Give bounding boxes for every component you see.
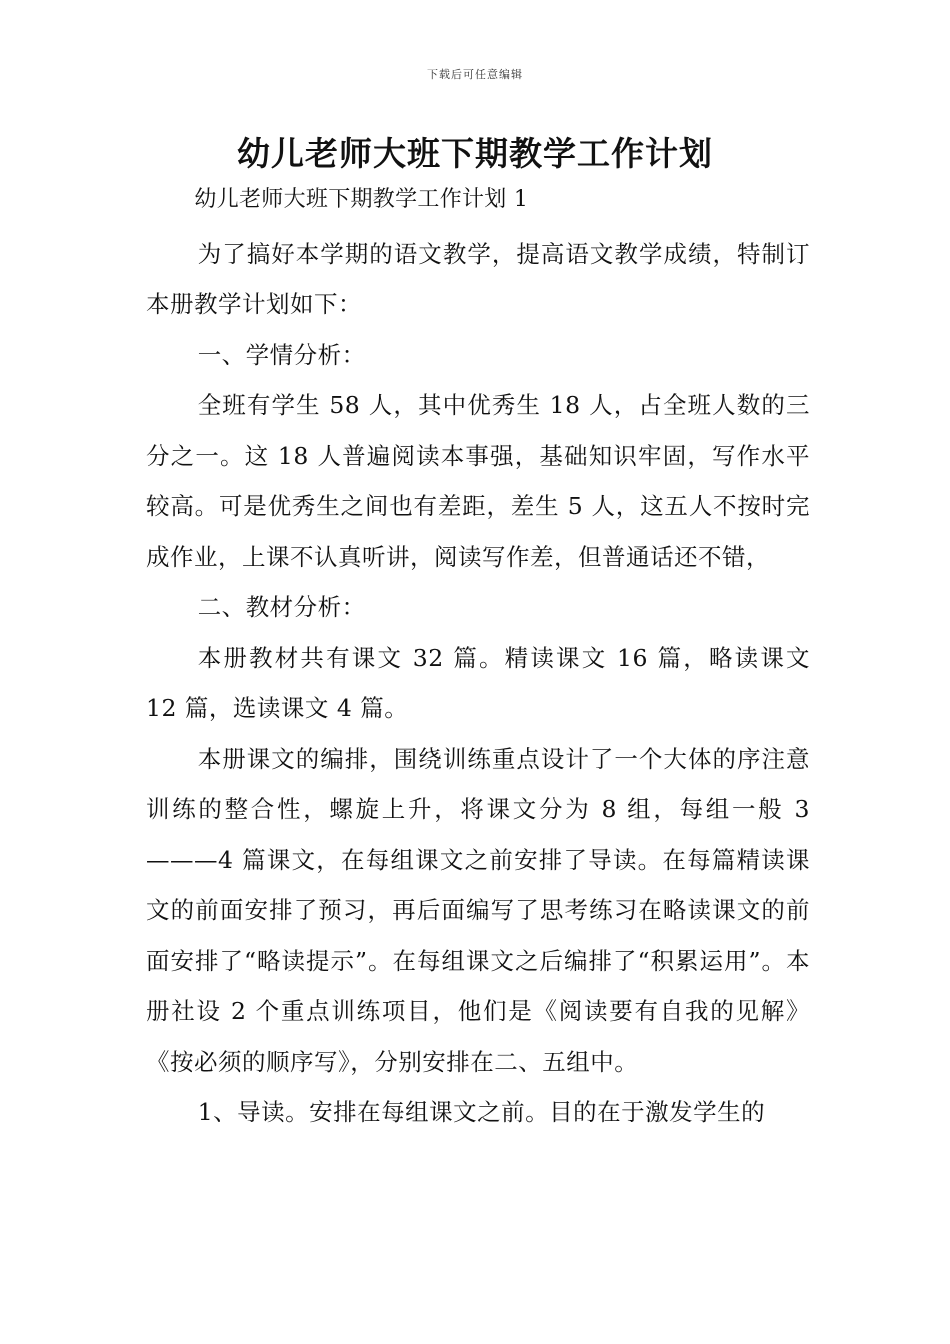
document-title: 幼儿老师大班下期教学工作计划 [237,134,713,173]
header-note: 下载后可任意编辑 [427,68,523,81]
paragraph-textbook-count: 本册教材共有课文 32 篇。精读课文 16 篇，略读课文 12 篇，选读课文 4 篇。 [146,643,810,722]
document-subtitle: 幼儿老师大班下期教学工作计划 1 [194,187,529,212]
paragraph-textbook-arrangement: 本册课文的编排，围绕训练重点设计了一个大体的序注意训练的整合性，螺旋上升，将课文分为 8 组，每组一般 3———4 篇课文，在每组课文之前安排了导读。在每篇精读课文的前面安排了预习，再后面编写了思考练习在略读课文的前面安排了“略读提示”。在每组课文之后编排了“积累运用”。本册社设 2 个重点训练项目，他们是《阅读要有自我的见解》《按必须的顺序写》，分别安排在二、五组中。 [146,744,810,1076]
section-heading-student-analysis: 一、学情分析： [197,340,366,369]
document-body [146,175,810,1138]
paragraph-intro: 为了搞好本学期的语文教学，提高语文教学成绩，特制订本册教学计划如下： [146,239,810,318]
paragraph-guided-reading: 1、导读。安排在每组课文之前。目的在于激发学生的 [197,1098,766,1126]
section-heading-textbook-analysis: 二、教材分析： [197,593,366,621]
paragraph-student-analysis: 全班有学生 58 人，其中优秀生 18 人，占全班人数的三分之一。这 18 人普遍阅读本事强，基础知识牢固，写作水平较高。可是优秀生之间也有差距，差生 5 人，这五人不按时完成作业，上课不认真听讲，阅读写作差，但普通话还不错， [146,391,810,571]
